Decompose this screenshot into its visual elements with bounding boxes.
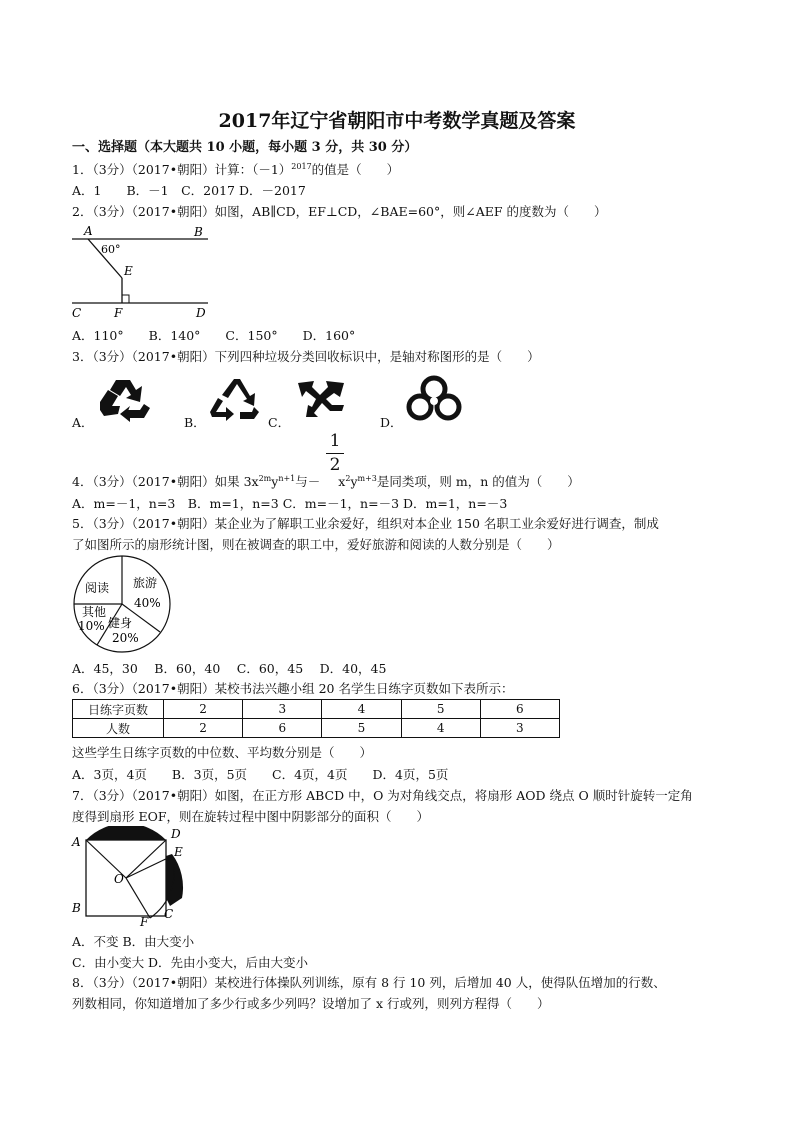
q1-options: A．1 B．－1 C．2017 D．－2017 xyxy=(72,183,306,198)
question-1 xyxy=(72,162,399,178)
table-cell: 3 xyxy=(480,719,559,738)
q7-label-b: B xyxy=(72,901,81,915)
pie-value-fitness: 20% xyxy=(112,631,139,645)
q7-label-o: O xyxy=(114,872,124,886)
q4-fraction-numerator: 1 xyxy=(329,431,341,451)
table-cell: 6 xyxy=(480,700,559,719)
question-5-line-1: 5．（3分）（2017•朝阳）某企业为了解职工业余爱好，组织对本企业 150 名职工业余爱好进行调查，制成 xyxy=(72,516,659,531)
q4-exp-2: n+1 xyxy=(278,474,296,483)
question-6: 6．（3分）（2017•朝阳）某校书法兴趣小组 20 名学生日练字页数如下表所示： xyxy=(72,681,514,696)
question-2: 2．（3分）（2017•朝阳）如图，AB∥CD，EF⊥CD，∠BAE=60°，则∠AEF 的度数为（ ） xyxy=(72,204,607,219)
practice-pages-table xyxy=(72,699,560,738)
question-8-line-1: 8．（3分）（2017•朝阳）某校进行体操队列训练，原有 8 行 10 列，后增加 40 人，使得队伍增加的行数、 xyxy=(72,975,666,990)
q4-text-mid: 与－ xyxy=(295,474,321,489)
q7-label-d: D xyxy=(171,827,181,841)
pie-value-travel: 40% xyxy=(134,596,161,610)
q4-text-end: 是同类项，则 m，n 的值为（ ） xyxy=(376,474,580,489)
q1-text-end: 的值是（ ） xyxy=(311,162,400,177)
q2-options: A．110° B．140° C．150° D．160° xyxy=(72,328,356,343)
q5-options: A．45，30 B．60，40 C．60，45 D．40，45 xyxy=(72,661,387,676)
q2-label-f: F xyxy=(114,306,123,320)
q5-pie-chart xyxy=(68,555,178,655)
q4-fraction xyxy=(326,432,344,474)
pie-label-travel: 旅游 xyxy=(133,576,158,590)
pie-value-other: 10% xyxy=(78,619,105,633)
q4-var-y1: y xyxy=(271,474,279,489)
q2-figure xyxy=(68,222,218,320)
q2-label-a: A xyxy=(84,224,93,238)
q4-exp-1: 2m xyxy=(258,474,272,483)
q7-label-f: F xyxy=(140,915,149,928)
q7-options-1: A．不变 B．由大变小 xyxy=(72,934,195,949)
section-heading: 一、选择题（本大题共 10 小题，每小题 3 分，共 30 分） xyxy=(72,140,418,155)
q4-exp-4: m+3 xyxy=(357,474,377,483)
table-cell: 日练字页数 xyxy=(73,700,164,719)
table-row xyxy=(73,700,560,719)
table-cell: 6 xyxy=(243,719,322,738)
q6-question: 这些学生日练字页数的中位数、平均数分别是（ ） xyxy=(72,745,373,760)
question-4 xyxy=(72,474,580,490)
q3-label-d: D． xyxy=(380,415,403,430)
table-cell: 2 xyxy=(164,719,243,738)
table-cell: 4 xyxy=(401,719,480,738)
question-7-line-2: 度得到扇形 EOF，则在旋转过程中图中阴影部分的面积（ ） xyxy=(72,809,430,824)
q2-label-e: E xyxy=(124,264,133,278)
table-cell: 4 xyxy=(322,700,401,719)
table-cell: 5 xyxy=(401,700,480,719)
table-cell: 5 xyxy=(322,719,401,738)
q4-var-y2: y xyxy=(350,474,358,489)
question-5-line-2: 了如图所示的扇形统计图，则在被调查的职工中，爱好旅游和阅读的人数分别是（ ） xyxy=(72,537,560,552)
q4-fraction-denominator: 2 xyxy=(329,455,341,475)
arrows-cross-icon xyxy=(292,377,350,421)
q7-label-c: C xyxy=(164,907,174,921)
recycle-triangle-icon xyxy=(206,376,262,422)
q7-options-2: C．由小变大 D．先由小变大，后由大变小 xyxy=(72,955,309,970)
q1-exponent: 2017 xyxy=(291,162,312,171)
question-7-line-1: 7．（3分）（2017•朝阳）如图，在正方形 ABCD 中，O 为对角线交点，将扇形 AOD 绕点 O 顺时针旋转一定角 xyxy=(72,788,693,803)
q7-label-a: A xyxy=(72,835,81,849)
pie-label-reading: 阅读 xyxy=(85,581,110,595)
q2-label-d: D xyxy=(196,306,206,320)
q4-exp-3: 2 xyxy=(345,474,351,483)
table-cell: 2 xyxy=(164,700,243,719)
q6-options: A．3页，4页 B．3页，5页 C．4页，4页 D．4页，5页 xyxy=(72,767,449,782)
question-8-line-2: 列数相同，你知道增加了多少行或多少列吗？设增加了 x 行或列，则列方程得（ ） xyxy=(72,996,550,1011)
q3-label-c: C． xyxy=(268,415,291,430)
q1-text: 1．（3分）（2017•朝阳）计算：（－1） xyxy=(72,162,292,177)
q4-options: A．m=－1，n=3 B．m=1，n=3 C．m=－1，n=－3 D．m=1，n=－3 xyxy=(72,496,508,511)
page-title: 2017年辽宁省朝阳市中考数学真题及答案 xyxy=(218,110,576,132)
q2-angle: 60° xyxy=(101,243,121,256)
q7-label-e: E xyxy=(174,845,183,859)
biohazard-icon xyxy=(404,375,464,423)
q4-var-x2: x xyxy=(338,474,346,489)
q2-label-b: B xyxy=(194,225,203,239)
pie-label-other: 其他 xyxy=(82,605,107,619)
table-cell: 人数 xyxy=(73,719,164,738)
recycle-arrows-icon xyxy=(96,376,154,422)
q3-label-b: B． xyxy=(184,415,206,430)
q3-label-a: A． xyxy=(72,415,94,430)
table-cell: 3 xyxy=(243,700,322,719)
q2-label-c: C xyxy=(72,306,82,320)
q7-figure xyxy=(68,826,198,928)
pie-label-fitness: 健身 xyxy=(108,616,133,630)
table-row xyxy=(73,719,560,738)
q4-text: 4．（3分）（2017•朝阳）如果 3x xyxy=(72,474,259,489)
question-3: 3．（3分）（2017•朝阳）下列四种垃圾分类回收标识中，是轴对称图形的是（ ） xyxy=(72,349,540,364)
